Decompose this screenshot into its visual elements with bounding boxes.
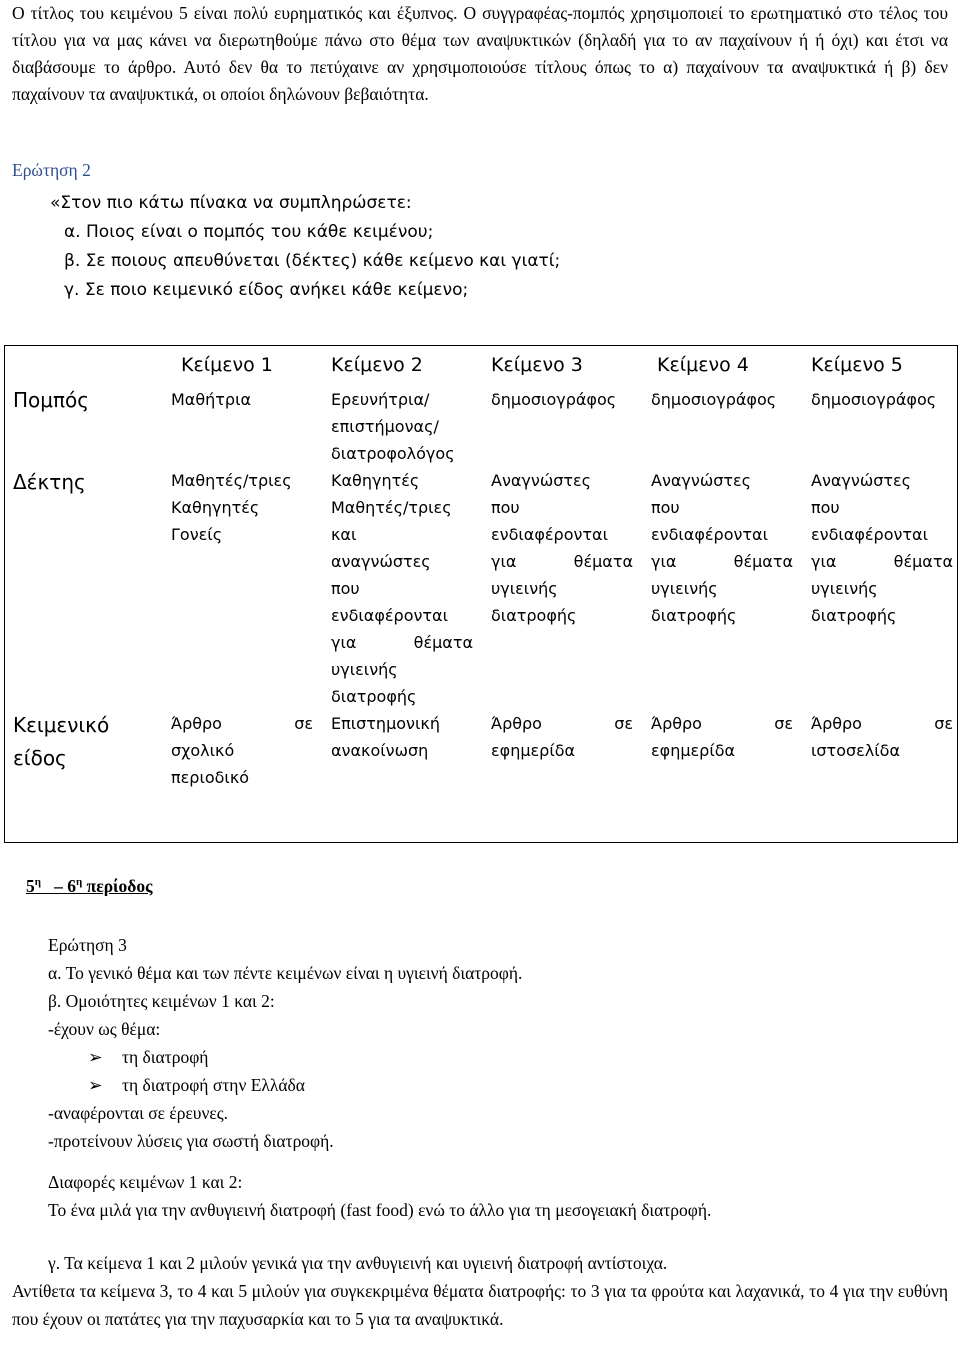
cell-receiver-text-2: Καθηγητές Μαθητές/τριες και αναγνώστες που ενδιαφέρονται για θέματα υγιεινής διατροφής xyxy=(331,471,473,706)
question-3-b3: -προτείνουν λύσεις για σωστή διατροφή. xyxy=(48,1131,334,1151)
texts-table xyxy=(4,345,958,843)
cell-sender-text-3: δημοσιογράφος xyxy=(491,390,617,409)
header-text-5: Κείμενο 5 xyxy=(811,354,903,376)
question-3-b1: -έχουν ως θέμα: xyxy=(48,1019,161,1039)
cell-genre-text-4: Άρθρο σε εφημερίδα xyxy=(651,714,793,760)
cell-genre-text-3: Άρθρο σε εφημερίδα xyxy=(491,714,633,760)
section-heading: $5^\eta$ – $6^\eta$ περίοδος xyxy=(26,876,153,896)
header-text-4: Κείμενο 4 xyxy=(657,354,749,376)
differences-text: Το ένα μιλά για την ανθυγιεινή διατροφή (fast food) ενώ το άλλο για τη μεσογειακή διατροφή. xyxy=(48,1200,712,1220)
header-text-1: Κείμενο 1 xyxy=(181,354,273,376)
cell-receiver-text-4: Αναγνώστες που ενδιαφέρονται για θέματα υγιεινής διατροφής xyxy=(651,471,793,625)
question-3-b: β. Ομοιότητες κειμένων 1 και 2: xyxy=(48,991,275,1011)
header-text-3: Κείμενο 3 xyxy=(491,354,583,376)
header-text-2: Κείμενο 2 xyxy=(331,354,423,376)
question-3 xyxy=(48,931,522,1155)
cell-receiver-text-1: Μαθητές/τριες Καθηγητές Γονείς xyxy=(171,471,292,544)
cell-sender-text-1: Μαθήτρια xyxy=(171,390,252,409)
differences-title: Διαφορές κειμένων 1 και 2: xyxy=(48,1172,243,1192)
gamma-rest: Αντίθετα τα κείμενα 3, το 4 και 5 μιλούν για συγκεκριμένα θέματα διατροφής: το 3 για τα φρούτα και λαχανικά, το 4 για την ευθύνη που έχουν οι πατάτες για την παχυσαρκία και το 5 για τα αναψυκτικά. xyxy=(12,1281,948,1329)
bullet-item-2: ➢ τη διατροφή στην Ελλάδα xyxy=(48,1071,522,1099)
intro-paragraph: Ο τίτλος του κειμένου 5 είναι πολύ ευρηματικός και έξυπνος. Ο συγγραφέας-πομπός χρησιμοποιεί το ερωτηματικό στο τέλος του τίτλου για να μας κάνει να διερωτηθούμε πάνω στο θέμα των αναψυκτικών (δηλαδή για το αν παχαίνουν ή ή όχι) και έτσι να διαβάσουμε το άρθρο. Αυτό δεν θα το πετύχαινε αν χρησιμοποιούσε τίτλους όπως το α) παχαίνουν τα αναψυκτικά ή β) δεν παχαίνουν τα αναψυκτικά, οι οποίοι δηλώνουν βεβαιότητα. xyxy=(12,3,948,104)
cell-genre-text-2: Επιστημονική ανακοίνωση xyxy=(331,714,440,760)
row-label-receiver: Δέκτης xyxy=(13,470,86,494)
question-2-line-1: «Στον πιο κάτω πίνακα να συμπληρώσετε: xyxy=(50,193,412,213)
question-2-line-b: β. Σε ποιους απευθύνεται (δέκτες) κάθε κείμενο και γιατί; xyxy=(64,251,561,271)
cell-sender-text-5: δημοσιογράφος xyxy=(811,390,937,409)
question-2-prompt xyxy=(50,189,560,305)
cell-genre-text-5: Άρθρο σε ιστοσελίδα xyxy=(811,714,953,760)
gamma-paragraph xyxy=(12,1249,948,1333)
differences xyxy=(48,1168,711,1224)
arrow-bullet-icon: ➢ xyxy=(88,1047,103,1067)
question-2-title: Ερώτηση 2 xyxy=(12,160,91,180)
row-label-genre: Κειμενικό είδος xyxy=(13,713,110,770)
question-2-line-c: γ. Σε ποιο κειμενικό είδος ανήκει κάθε κείμενο; xyxy=(64,280,469,300)
bullet-item-1: ➢ τη διατροφή xyxy=(48,1043,522,1071)
question-3-b2: -αναφέρονται σε έρευνες. xyxy=(48,1103,229,1123)
question-3-a: α. Το γενικό θέμα και των πέντε κειμένων είναι η υγιεινή διατροφή. xyxy=(48,963,523,983)
gamma-line-1: γ. Τα κείμενα 1 και 2 μιλούν γενικά για την ανθυγιεινή και υγιεινή διατροφή αντίστοιχα. xyxy=(48,1253,668,1273)
row-label-sender: Πομπός xyxy=(13,388,90,412)
cell-receiver-text-5: Αναγνώστες που ενδιαφέρονται για θέματα υγιεινής διατροφής xyxy=(811,471,953,625)
question-2-line-a: α. Ποιος είναι ο πομπός του κάθε κειμένου; xyxy=(64,222,434,242)
cell-sender-text-4: δημοσιογράφος xyxy=(651,390,777,409)
cell-sender-text-2: Ερευνήτρια/ επιστήμονας/ διατροφολόγος xyxy=(331,390,455,463)
question-3-title: Ερώτηση 3 xyxy=(48,935,127,955)
arrow-bullet-icon: ➢ xyxy=(88,1075,103,1095)
cell-genre-text-1: Άρθρο σε σχολικό περιοδικό xyxy=(171,714,313,787)
cell-receiver-text-3: Αναγνώστες που ενδιαφέρονται για θέματα υγιεινής διατροφής xyxy=(491,471,633,625)
